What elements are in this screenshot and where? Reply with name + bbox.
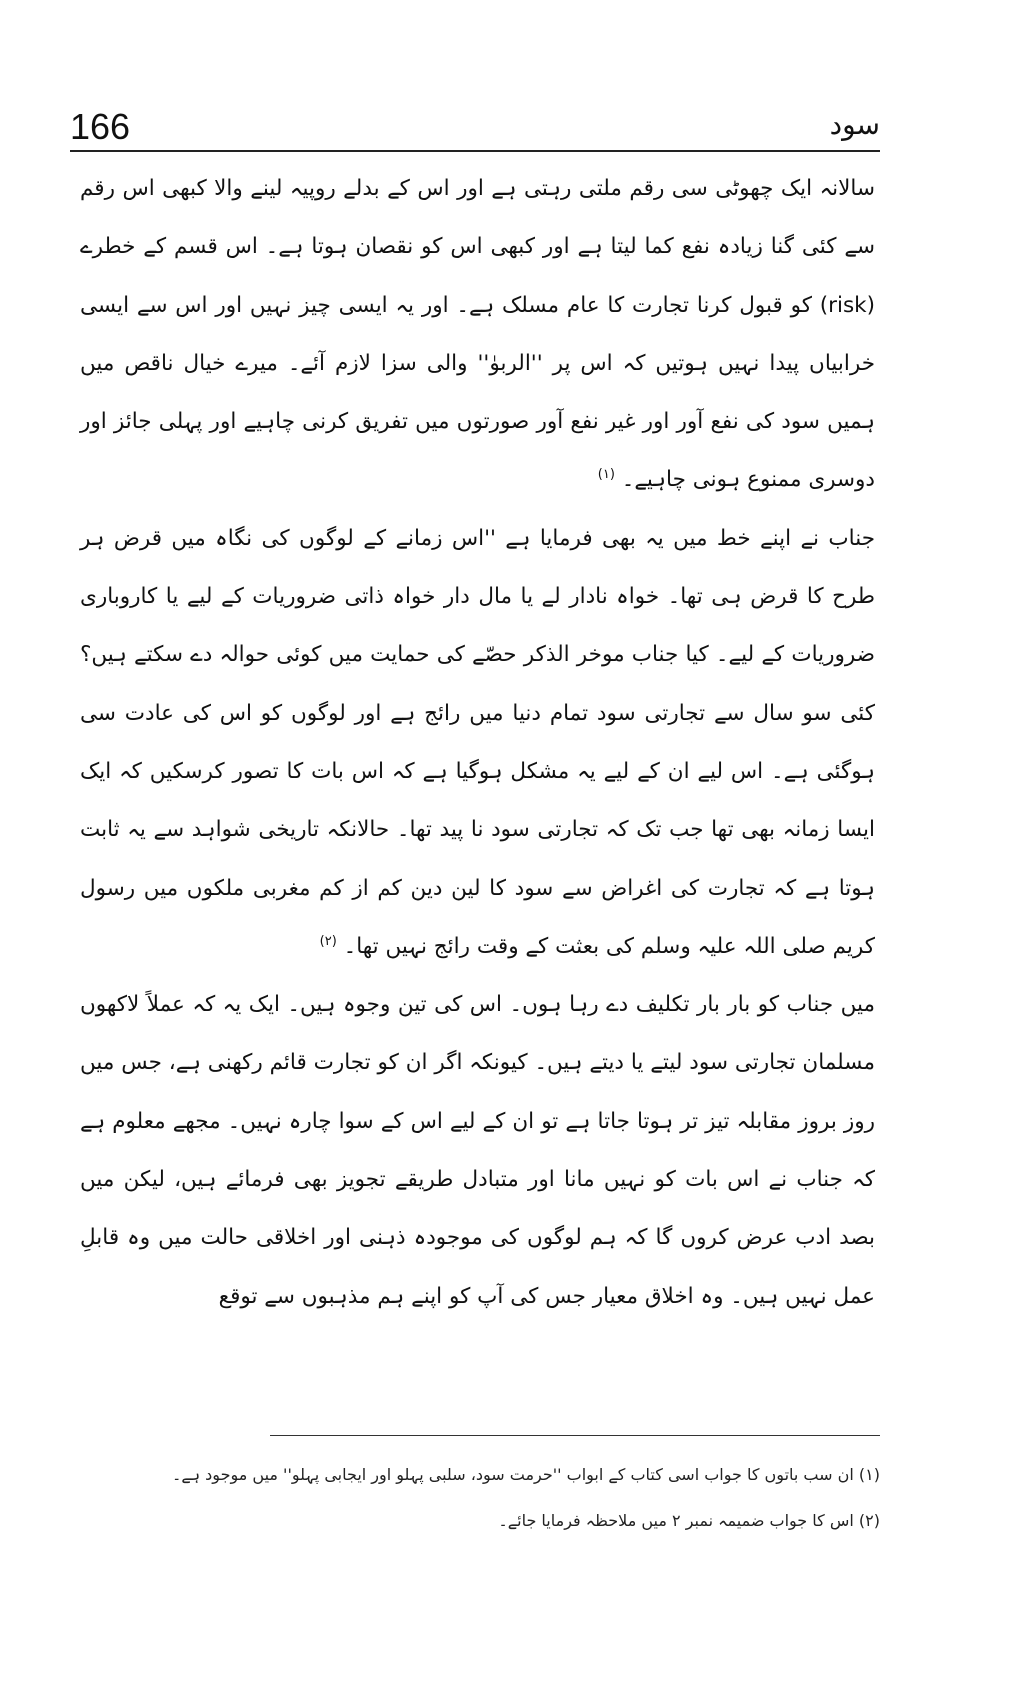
footnote-1: (۱) ان سب باتوں کا جواب اسی کتاب کے ابواب ''حرمت سود، سلبی پہلو اور ایجابی پہلو'' میں موجود ہے۔ (171, 1465, 880, 1484)
footnote-separator (270, 1435, 880, 1436)
header-rule (70, 150, 880, 152)
footnote-marker-2: (۲) (319, 933, 337, 949)
footnote-2: (۲) اس کا جواب ضمیمہ نمبر ۲ میں ملاحظہ فرمایا جائے۔ (498, 1511, 880, 1530)
main-text (80, 160, 875, 1326)
running-title: سود (829, 108, 880, 141)
footnotes (80, 1458, 880, 1550)
paragraph-1 (80, 160, 875, 510)
page-header (70, 96, 880, 152)
paragraph-1-text: سالانہ ایک چھوٹی سی رقم ملتی رہتی ہے اور اس کے بدلے روپیہ لینے والا کبھی اس رقم سے کئی گنا زیادہ نفع کما لیتا ہے اور کبھی اس کو نقصان ہوتا ہے۔ اس قسم کے خطرے (risk) کو قبول کرنا تجارت کا عام مسلک ہے۔ اور یہ ایسی چیز نہیں اور اس سے ایسی خرابیاں پیدا نہیں ہوتیں کہ اس پر ''الربوٰ'' والی سزا لازم آئے۔ میرے خیال ناقص میں ہمیں سود کی نفع آور اور غیر نفع آور صورتوں میں تفریق کرنی چاہیے اور پہلی جائز اور دوسری ممنوع ہونی چاہیے۔ (80, 176, 875, 493)
paragraph-3-text: میں جناب کو بار بار تکلیف دے رہا ہوں۔ اس کی تین وجوہ ہیں۔ ایک یہ کہ عملاً لاکھوں مسلمان تجارتی سود لیتے یا دیتے ہیں۔ کیونکہ اگر ان کو تجارت قائم رکھنی ہے، جس میں روز بروز مقابلہ تیز تر ہوتا جاتا ہے تو ان کے لیے اس کے سوا چارہ نہیں۔ مجھے معلوم ہے کہ جناب نے اس بات کو نہیں مانا اور متبادل طریقے تجویز بھی فرمائے ہیں، لیکن میں بصد ادب عرض کروں گا کہ ہم لوگوں کی موجودہ ذہنی اور اخلاقی حالت میں وہ قابلِ عمل نہیں ہیں۔ وہ اخلاق معیار جس کی آپ کو اپنے ہم مذہبوں سے توقع (80, 992, 875, 1309)
page-number: 166 (70, 106, 131, 147)
paragraph-3 (80, 976, 875, 1326)
paragraph-2-text: جناب نے اپنے خط میں یہ بھی فرمایا ہے ''اس زمانے کے لوگوں کی نگاہ میں قرض ہر طرح کا قرض ہی تھا۔ خواہ نادار لے یا مال دار خواہ ذاتی ضروریات کے لیے یا کاروباری ضروریات کے لیے۔ کیا جناب موخر الذکر حصّے کی حمایت میں کوئی حوالہ دے سکتے ہیں؟ کئی سو سال سے تجارتی سود تمام دنیا میں رائج ہے اور لوگوں کو اس کی عادت سی ہوگئی ہے۔ اس لیے ان کے لیے یہ مشکل ہوگیا ہے کہ اس بات کا تصور کرسکیں کہ ایک ایسا زمانہ بھی تھا جب تک کہ تجارتی سود نا پید تھا۔ حالانکہ تاریخی شواہد سے یہ ثابت ہوتا ہے کہ تجارت کی اغراض سے سود کا لین دین کم از کم مغربی ملکوں میں رسول کریم صلی اللہ علیہ وسلم کی بعثت کے وقت رائج نہیں تھا۔ (80, 525, 875, 959)
footnote-marker-1: (۱) (597, 467, 615, 483)
paragraph-2 (80, 510, 875, 976)
